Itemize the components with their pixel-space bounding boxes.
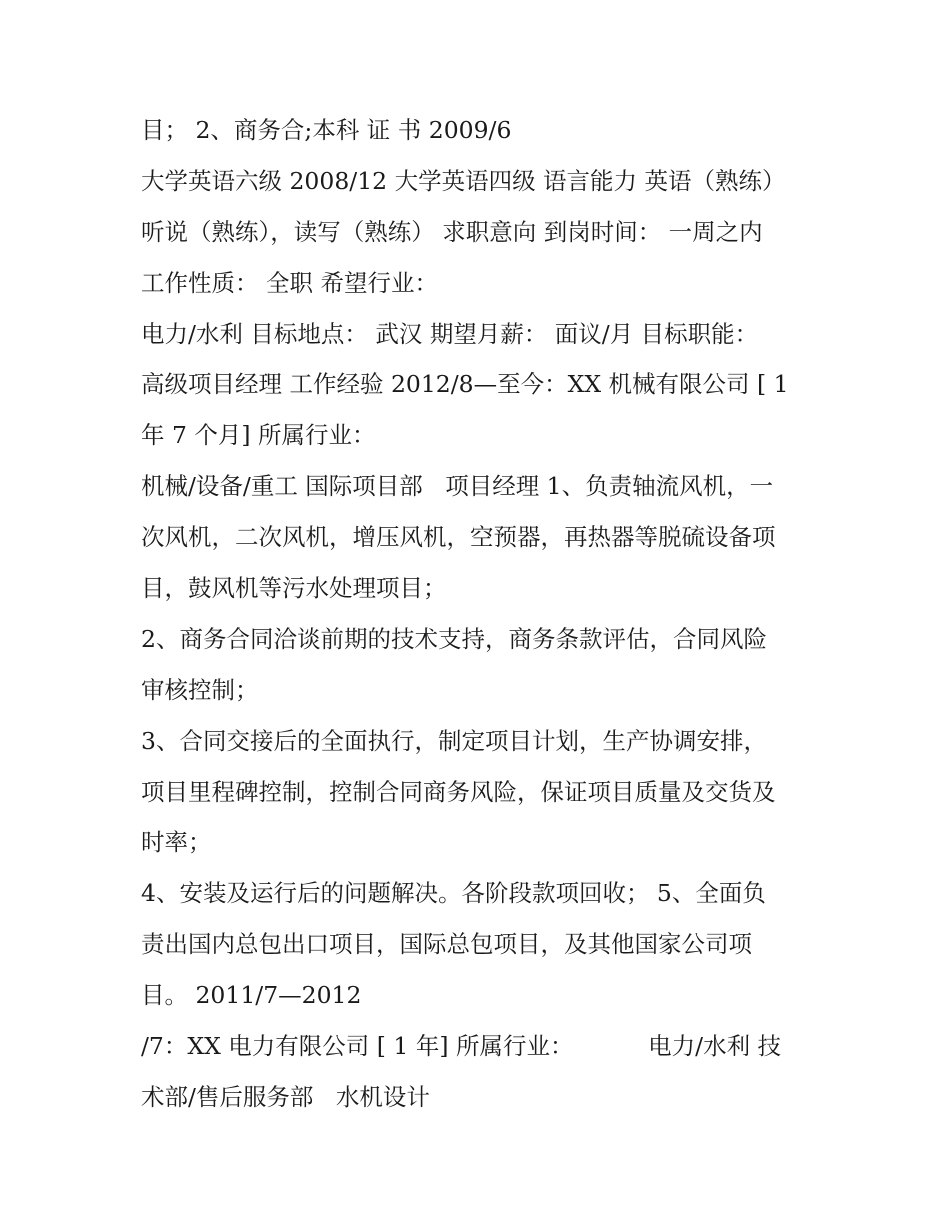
text-line: 目。 2011/7—2012 [141, 981, 362, 1010]
text-line: 听说（熟练），读写（熟练） 求职意向 到岗时间： 一周之内 [141, 217, 763, 246]
text-line: 项目里程碑控制，控制合同商务风险，保证项目质量及交货及 [141, 777, 776, 806]
text-line: 高级项目经理 工作经验 2012/8—至今：XX 机械有限公司 [ 1 [141, 370, 789, 399]
text-line: 3、合同交接后的全面执行，制定项目计划，生产协调安排， [141, 726, 767, 755]
text-line: 大学英语六级 2008/12 大学英语四级 语言能力 英语（熟练） [141, 166, 786, 195]
text-line: 目； 2、商务合;本科 证 书 2009/6 [141, 116, 512, 144]
text-line: 时率； [141, 828, 212, 857]
text-line: 机械/设备/重工 国际项目部 项目经理 1、负责轴流风机，一 [141, 472, 774, 501]
text-line: /7：XX 电力有限公司 [ 1 年] 所属行业： 电力/水利 技 [141, 1032, 782, 1061]
text-line: 4、安装及运行后的问题解决。各阶段款项回收； 5、全面负 [141, 879, 766, 908]
text-line: 审核控制； [141, 675, 259, 704]
text-line: 术部/售后服务部 水机设计 [141, 1082, 430, 1111]
text-line: 责出国内总包出口项目，国际总包项目，及其他国家公司项 [141, 930, 752, 959]
text-line: 目，鼓风机等污水处理项目； [141, 574, 447, 603]
text-line: 工作性质： 全职 希望行业： [141, 268, 438, 297]
resume-text-body [141, 105, 821, 1123]
text-line: 2、商务合同洽谈前期的技术支持，商务条款评估，合同风险 [141, 624, 767, 653]
text-line: 电力/水利 目标地点： 武汉 期望月薪： 面议/月 目标职能： [141, 319, 759, 348]
text-line: 年 7 个月] 所属行业： [141, 421, 376, 450]
text-line: 次风机，二次风机，增压风机，空预器，再热器等脱硫设备项 [141, 523, 776, 552]
